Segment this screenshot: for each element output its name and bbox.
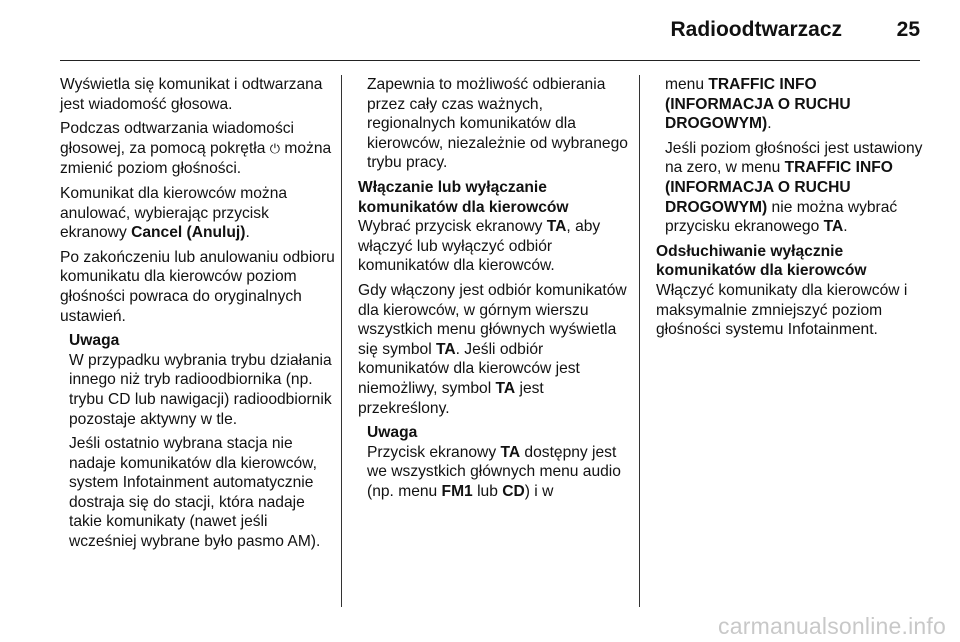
paragraph: Wybrać przycisk ekranowy TA, aby włączyć lub wyłączyć odbiór komunikatów dla kierowców.	[358, 218, 601, 275]
section-heading: Odsłuchiwanie wyłącznie komunikatów dla kierowców	[656, 242, 867, 280]
column-2	[358, 75, 630, 506]
page-header	[60, 0, 920, 61]
note-paragraph: menu TRAFFIC INFO (INFORMACJA O RUCHU DROGOWYM).	[665, 76, 851, 133]
watermark: carmanualsonline.info	[718, 613, 946, 639]
note-heading: Uwaga	[69, 332, 120, 350]
note-continuation	[358, 75, 630, 173]
section-heading: Włączanie lub wyłączanie komunikatów dla kierowców	[358, 178, 569, 216]
column-1	[60, 75, 335, 557]
column-divider-left	[341, 75, 342, 607]
note-heading: Uwaga	[367, 424, 418, 442]
paragraph: Po zakończeniu lub anulowaniu odbioru komunikatu dla kierowców poziom głośności powraca do oryginalnych ustawień.	[60, 248, 335, 325]
note-block	[60, 331, 335, 552]
paragraph: Włączyć komunikaty dla kierowców i maksymalnie zmniejszyć poziom głośności systemu Infotainment.	[656, 281, 908, 339]
paragraph: Wyświetla się komunikat i odtwarzana jest wiadomość głosowa.	[60, 76, 323, 113]
note-paragraph: Przycisk ekranowy TA dostępny jest we wszystkich głównych menu audio (np. menu FM1 lub CD) i w	[367, 443, 621, 500]
paragraph: Podczas odtwarzania wiadomości głosowej, za pomocą pokrętła ⏻ można zmienić poziom głośności.	[60, 120, 332, 178]
note-paragraph: Jeśli ostatnio wybrana stacja nie nadaje komunikatów dla kierowców, system Infotainment automatycznie dostraja się do stacji, która nadaje takie komunikaty (nawet jeśli wcześniej wybrane było pasmo AM).	[69, 435, 321, 551]
paragraph: Komunikat dla kierowców można anulować, wybierając przycisk ekranowy Cancel (Anuluj).	[60, 184, 288, 242]
note-paragraph: W przypadku wybrania trybu działania innego niż tryb radioodbiornika (np. trybu CD lub nawigacji) radioodbiornik pozostaje aktywny w tle.	[69, 351, 332, 428]
page-number: 25	[896, 18, 920, 41]
power-knob-icon: ⏻	[269, 141, 281, 157]
note-continuation	[656, 75, 924, 237]
column-3	[656, 75, 924, 345]
column-divider-right	[639, 75, 640, 607]
page-title: Radioodtwarzacz	[670, 18, 842, 41]
note-paragraph: Jeśli poziom głośności jest ustawiony na zero, w menu TRAFFIC INFO (INFORMACJA O RUCHU DROGOWYM) nie można wybrać przycisku ekranowego TA.	[665, 139, 923, 236]
paragraph: Gdy włączony jest odbiór komunikatów dla kierowców, w górnym wierszu wszystkich menu głównych wyświetla się symbol TA. Jeśli odbiór komunikatów dla kierowców jest niemożliwy, symbol TA jest przekreślony.	[358, 281, 627, 417]
paragraph: Zapewnia to możliwość odbierania przez cały czas ważnych, regionalnych komunikatów dla kierowców, niezależnie od wybranego trybu pracy.	[367, 76, 628, 172]
note-block	[358, 423, 630, 501]
cancel-button-label: Cancel (Anuluj)	[131, 224, 246, 242]
